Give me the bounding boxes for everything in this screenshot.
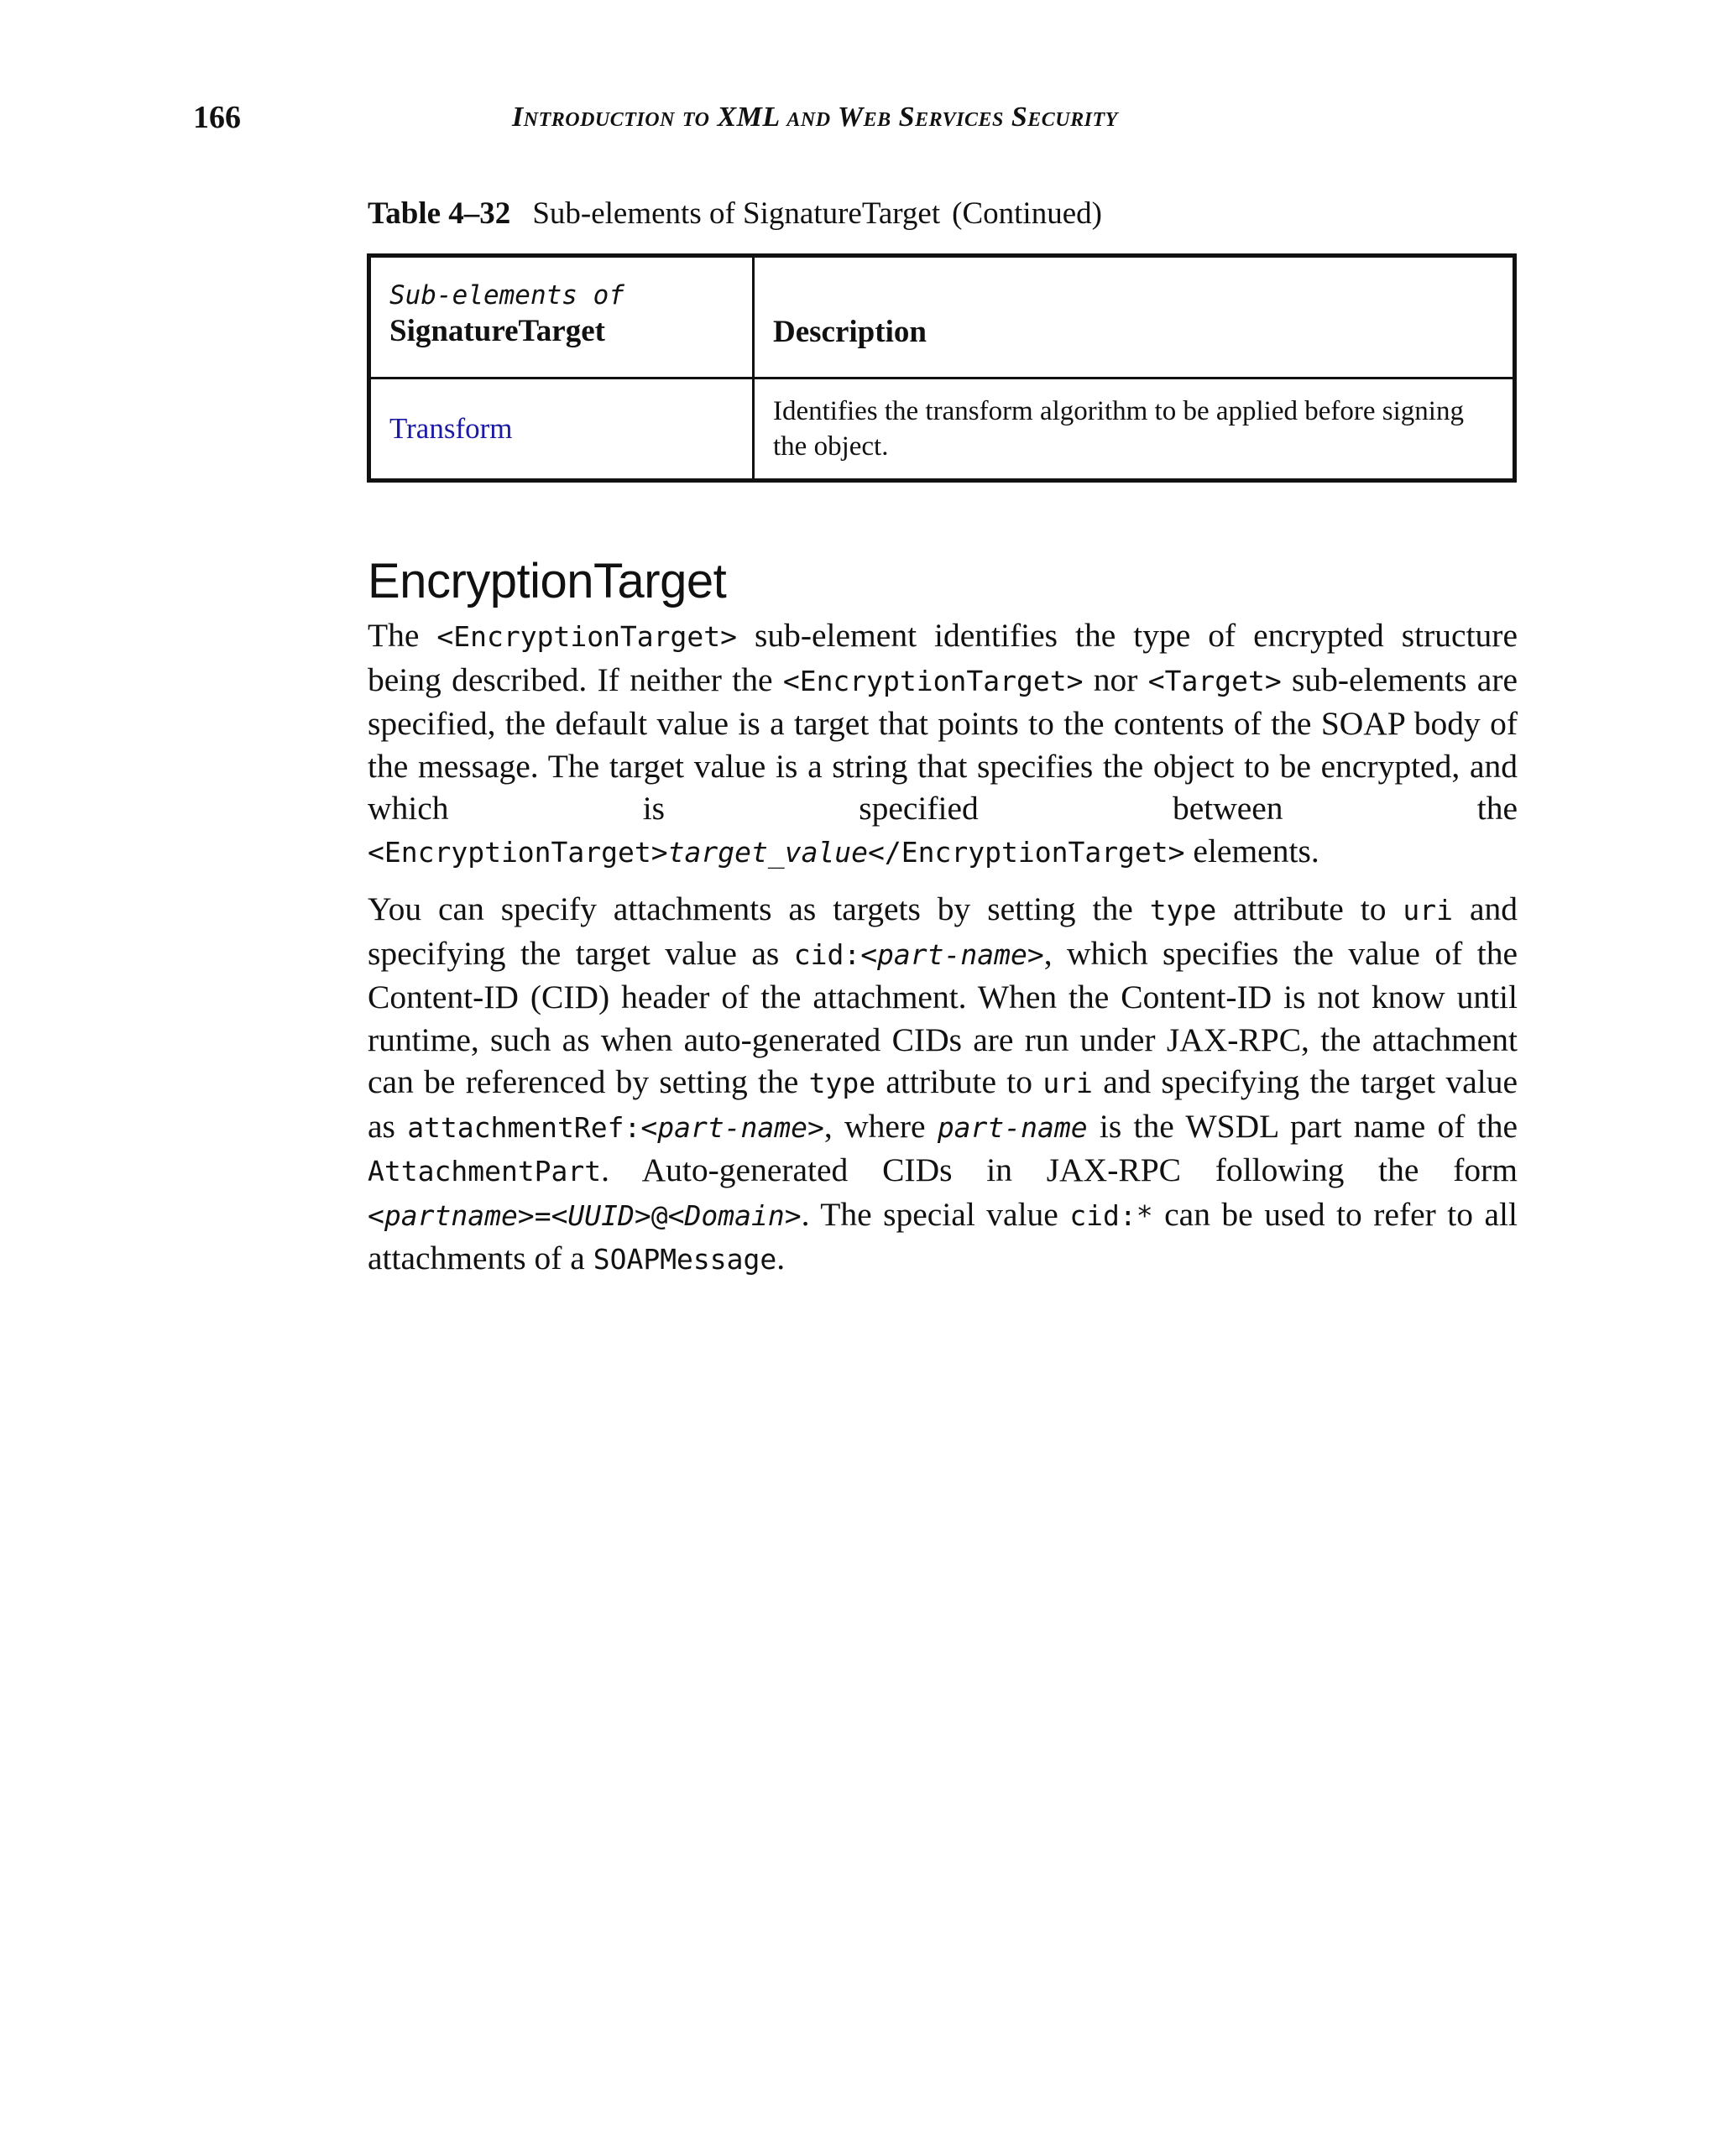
p2-text: . [776,1240,786,1276]
table-row [369,378,1515,481]
p2-code: cid: [793,937,861,971]
p2-text: , where [823,1107,938,1145]
p2-code-italic: part-name [937,1110,1088,1144]
table-header-name-small: Sub-elements of [389,280,624,311]
table-caption-title: Sub-elements of SignatureTarget [532,196,941,231]
table-header-description-label: Description [773,315,927,349]
p1-text: The [368,617,437,654]
p1-code: <Target> [1147,664,1282,697]
p1-code-italic: target_value [667,835,869,869]
p1-code: <EncryptionTarget> [436,620,738,653]
page-number: 166 [193,100,241,135]
p2-text: . Auto-generated CIDs in JAX-RPC following the form [601,1151,1518,1188]
p2-text: , which specifies the value of the Content-ID (CID) header of the attachment. When the Content-ID is not know until runtime, such as when auto-generated CIDs are run under JAX-RPC, the attachment can be referenced by setting the [368,934,1518,1100]
table-cell-description: Identifies the transform algorithm to be applied before signing the object. [754,378,1515,481]
p1-text: nor [1083,660,1148,698]
p2-text: attribute to [1216,890,1403,927]
table-header-description [754,256,1515,378]
table-cell-name [369,378,754,481]
p2-code: uri [1403,894,1454,927]
paragraph-2 [368,888,1518,1282]
p2-text: . The special value [801,1195,1070,1233]
running-title: Introduction to XML and Web Services Security [512,102,1118,133]
p2-text: can be used to refer to all attachments of a [368,1195,1518,1276]
p2-code: SOAPMessage [593,1243,777,1276]
p2-code-italic: <part-name> [860,937,1044,971]
table-caption [368,195,1102,233]
p2-code: type [1149,894,1217,927]
p1-text: elements. [1184,832,1319,869]
p2-code: = [534,1198,551,1232]
p2-code-italic: <part-name> [640,1110,824,1144]
p2-code: AttachmentPart [368,1155,602,1188]
p2-code: @ [651,1198,668,1232]
paragraph-1 [368,614,1518,874]
transform-link[interactable]: Transform [389,411,513,445]
section-heading: EncryptionTarget [368,554,727,608]
table-header-name-main: SignatureTarget [389,314,605,348]
p1-code: </EncryptionTarget> [868,835,1185,869]
p2-code-italic: <UUID> [551,1198,651,1232]
p2-text: and specifying the target value as [368,890,1518,972]
p2-code-italic: <partname> [368,1198,535,1232]
table-caption-continued: (Continued) [952,196,1102,231]
p1-code: <EncryptionTarget> [782,664,1084,697]
p1-text: sub-elements are specified, the default value is a target that points to the contents of the SOAP body of the message. The target value is a string that specifies the object to be encrypted, and which is specified between the [368,660,1518,827]
p2-text: is the WSDL part name of the [1087,1107,1518,1145]
p2-text: attribute to [875,1063,1043,1100]
page-header [193,99,1519,141]
p2-code: attachmentRef: [407,1110,641,1144]
table-caption-number: Table 4–32 [368,196,511,231]
table-header-name [369,256,754,378]
p2-code: uri [1042,1067,1093,1099]
p2-code: type [808,1067,876,1099]
p2-code-italic: <Domain> [667,1198,802,1232]
p2-text: and specifying the target value as [368,1063,1518,1145]
p1-code: <EncryptionTarget> [368,835,668,869]
p2-code: cid:* [1069,1198,1153,1232]
table-header-row [369,256,1515,378]
p2-text: You can specify attachments as targets by setting the [368,890,1150,927]
p1-text: sub-element identifies the type of encrypted structure being described. If neither the [368,617,1518,698]
sub-elements-table [367,253,1517,483]
